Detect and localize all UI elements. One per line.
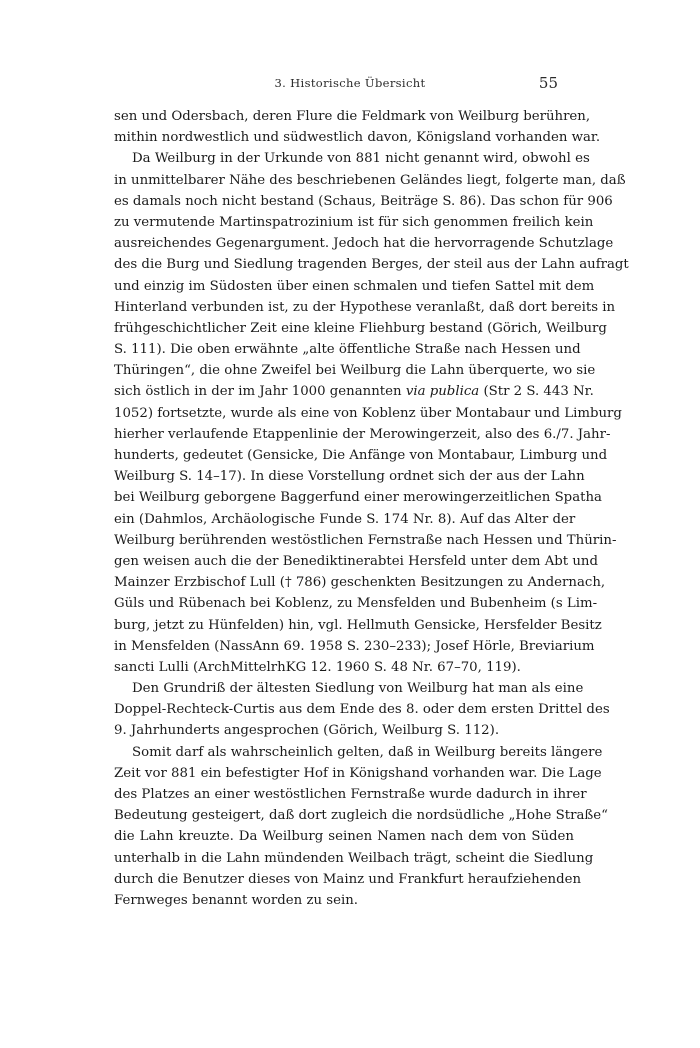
text-line (114, 381, 594, 402)
text-line (114, 191, 613, 212)
text-line (114, 848, 594, 869)
text-line-content: Mainzer Erzbischof Lull († 786) geschenkten Besitzungen zu Andernach, (114, 575, 606, 591)
text-line (114, 466, 585, 487)
text-line (114, 805, 608, 826)
text-line (114, 509, 574, 530)
text-line-content: sich östlich in der im Jahr 1000 genannten (114, 384, 402, 400)
text-line (114, 699, 610, 720)
text-line-content: und einzig im Südosten über einen schmalen und tiefen Sattel mit dem (114, 278, 595, 294)
text-line (114, 763, 602, 784)
running-title: 3. Historische Übersicht (274, 76, 426, 90)
text-line-content: 9. Jahrhunderts angesprochen (Görich, Weilburg S. 112). (114, 723, 500, 739)
text-line (114, 615, 602, 636)
text-line-content: die Lahn kreuzte. Da Weilburg seinen Namen nach dem von Süden (114, 829, 574, 845)
text-line (114, 593, 598, 614)
text-line-content: Weilburg berührenden westöstlichen Fernstraße nach Hessen und Thürin- (114, 532, 617, 548)
text-line-content: in unmittelbarer Nähe des beschriebenen Geländes liegt, folgerte man, daß (114, 172, 626, 188)
text-line-content: bei Weilburg geborgene Baggerfund einer merowingerzeitlichen Spatha (114, 490, 602, 506)
text-line (114, 551, 599, 572)
text-line-content: Bedeutung gesteigert, daß dort zugleich die nordsüdliche „Hohe Straße“ (114, 808, 608, 824)
text-line-content: Zeit vor 881 ein befestigter Hof in Königshand vorhanden war. Die Lage (114, 765, 602, 781)
text-line-content: hierher verlaufende Etappenlinie der Merowingerzeit, also des 6./7. Jahr- (114, 426, 611, 442)
text-line (114, 869, 582, 890)
text-line-content: Fernweges benannt worden zu sein. (114, 892, 358, 908)
text-line (114, 403, 622, 424)
text-line-content: frühgeschichtlicher Zeit eine kleine Fliehburg bestand (Görich, Weilburg (114, 320, 607, 336)
text-line (114, 212, 594, 233)
text-line-content: Doppel-Rechteck-Curtis aus dem Ende des 8. oder dem ersten Drittel des (114, 702, 610, 718)
text-line-content: sen und Odersbach, deren Flure die Feldmark von Weilburg berühren, (114, 109, 591, 124)
text-line-content: Thüringen“, die ohne Zweifel bei Weilburg die Lahn überquerte, wo sie (114, 363, 596, 379)
text-line-content: des Platzes an einer westöstlichen Fernstraße wurde dadurch in ihrer (114, 787, 587, 802)
text-line (114, 826, 574, 847)
text-line (114, 720, 574, 741)
text-line-content: ein (Dahmlos, Archäologische Funde S. 174 Nr. 8). Auf das Alter der (114, 511, 576, 527)
text-line (114, 890, 574, 911)
text-line-content: durch die Benutzer dieses von Mainz und Frankfurt heraufziehenden (114, 871, 582, 887)
text-line (114, 127, 601, 148)
text-line-content: es damals noch nicht bestand (Schaus, Beiträge S. 86). Das schon für 906 (114, 193, 613, 209)
body-text (114, 106, 629, 911)
text-line-content: zu vermutende Martinspatrozinium ist für sich genommen freilich kein (114, 214, 594, 230)
text-line (114, 170, 626, 191)
page-number: 55 (538, 74, 558, 92)
text-line-content: sancti Lulli (ArchMittelrhKG 12. 1960 S. 48 Nr. 67–70, 119). (114, 659, 521, 675)
italic-term: via publica (405, 384, 480, 400)
text-line-continuation: (Str 2 S. 443 Nr. (483, 384, 594, 400)
text-line-content: ausreichendes Gegenargument. Jedoch hat die hervorragende Schutzlage (114, 236, 614, 252)
text-line-content: Den Grundriß der ältesten Siedlung von Weilburg hat man als eine (132, 681, 584, 697)
text-line (114, 318, 607, 339)
text-line-content: hunderts, gedeutet (Gensicke, Die Anfänge von Montabaur, Limburg und (114, 448, 608, 463)
text-line (114, 572, 606, 593)
text-line (114, 487, 602, 508)
text-line (114, 742, 603, 763)
text-line-content: S. 111). Die oben erwähnte „alte öffentliche Straße nach Hessen und (114, 342, 581, 358)
text-line-content: Weilburg S. 14–17). In diese Vorstellung ordnet sich der aus der Lahn (114, 469, 585, 485)
text-line-content: Hinterland verbunden ist, zu der Hypothese veranlaßt, daß dort bereits in (114, 299, 616, 315)
text-line (114, 254, 629, 275)
text-line (114, 530, 617, 551)
text-line (114, 445, 608, 466)
text-line (114, 233, 614, 254)
text-line-content: unterhalb in die Lahn mündenden Weilbach trägt, scheint die Siedlung (114, 850, 594, 866)
text-line (114, 424, 611, 445)
text-line (114, 339, 581, 360)
text-line (114, 297, 616, 318)
text-line-content: Somit darf als wahrscheinlich gelten, daß in Weilburg bereits längere (132, 744, 603, 760)
text-line-content: burg, jetzt zu Hünfelden) hin, vgl. Hellmuth Gensicke, Hersfelder Besitz (114, 617, 602, 633)
text-line (114, 360, 596, 381)
text-line (114, 678, 584, 699)
running-head (0, 74, 700, 96)
text-line-content: 1052) fortsetzte, wurde als eine von Koblenz über Montabaur und Limburg (114, 405, 622, 421)
text-line-content: mithin nordwestlich und südwestlich davon, Königsland vorhanden war. (114, 130, 601, 146)
text-line-content: gen weisen auch die der Benediktinerabtei Hersfeld unter dem Abt und (114, 553, 599, 569)
text-line (114, 106, 591, 127)
text-line (114, 276, 595, 297)
text-line (114, 636, 595, 657)
text-line-content: des die Burg und Siedlung tragenden Berges, der steil aus der Lahn aufragt (114, 257, 629, 273)
text-line-content: in Mensfelden (NassAnn 69. 1958 S. 230–233); Josef Hörle, Breviarium (114, 638, 595, 654)
text-line (114, 657, 574, 678)
text-line-content: Da Weilburg in der Urkunde von 881 nicht genannt wird, obwohl es (132, 151, 590, 167)
text-line (114, 784, 587, 805)
text-line (114, 148, 590, 169)
text-line-content: Güls und Rübenach bei Koblenz, zu Mensfelden und Bubenheim (s Lim- (114, 596, 598, 612)
